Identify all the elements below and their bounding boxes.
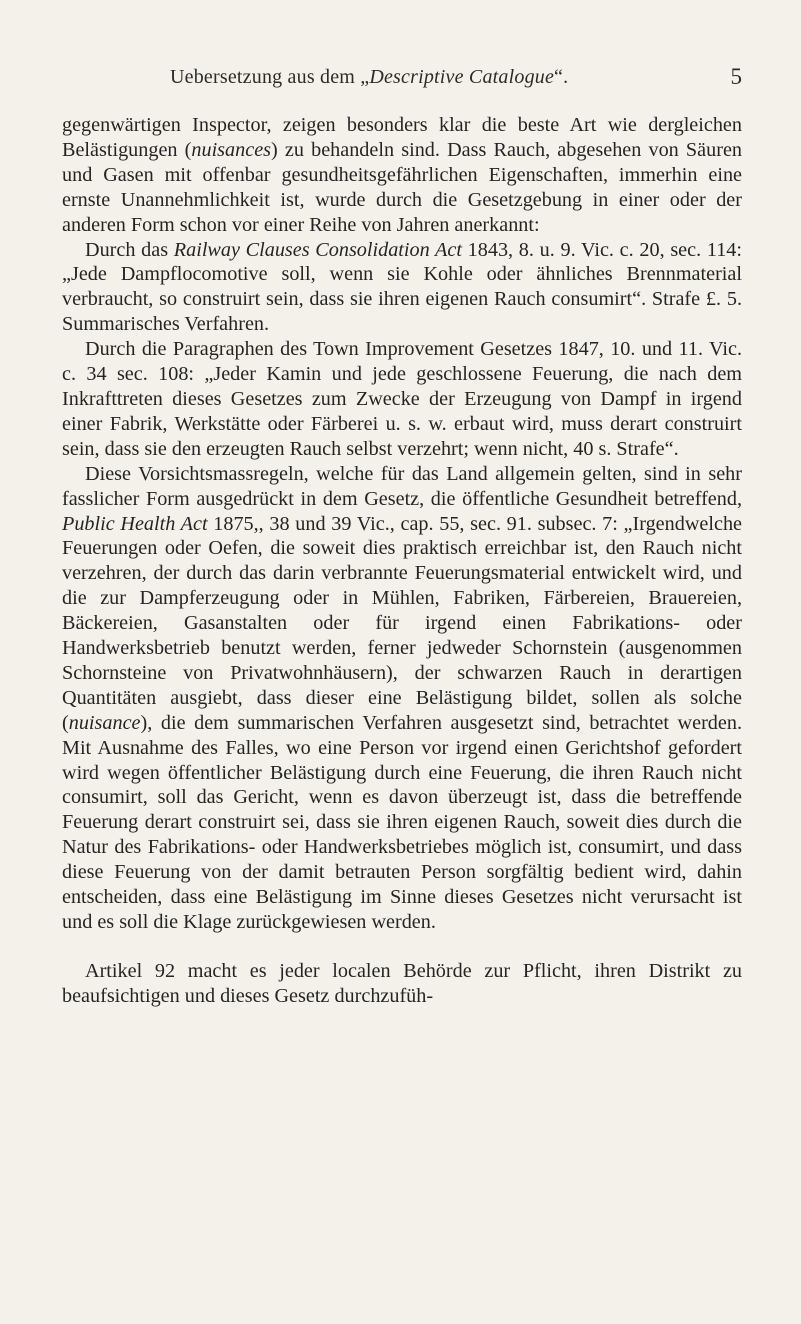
running-head: [62, 66, 742, 96]
running-title-prefix: Uebersetzung aus dem „: [170, 66, 370, 88]
paragraph-5-text-a: Artikel 92 macht es jeder localen Behörde zur Pflicht, ihren Distrikt zu beaufsichtigen und dieses Gesetz durchzufüh-: [62, 959, 742, 1007]
running-title: [170, 66, 568, 89]
body-text: [62, 113, 742, 1009]
paragraph-1-italic-a: nuisances: [191, 138, 272, 161]
running-title-italic: Descriptive Catalogue: [369, 66, 555, 88]
paragraph-3-text-a: Durch die Paragraphen des Town Improvement Gesetzes 1847, 10. und 11. Vic. c. 34 sec. 108: „Jeder Kamin und jede geschlossene Feuerung, die nach dem Inkrafttreten dieses Gesetzes zum Zwecke der Erzeugung von Dampf in irgend einer Fabrik, Werkstätte oder Färberei u. s. w. erbaut wird, muss derart construirt sein, dass sie den erzeugten Rauch selbst verzehrt; wenn nicht, 40 s. Strafe“.: [62, 338, 742, 460]
paragraph-4-text-a: Diese Vorsichtsmassregeln, welche für das Land allgemein gelten, sind in sehr fasslicher Form ausgedrückt in dem Gesetz, die öffentliche Gesundheit betreffend,: [62, 462, 742, 510]
paragraph-2: [62, 238, 742, 338]
paragraph-2-italic-a: Railway Clauses Consolidation Act: [173, 238, 462, 261]
running-title-suffix: “.: [554, 66, 569, 88]
paragraph-2-text-a: Durch das: [85, 238, 174, 261]
paragraph-4-text-c: ), die dem summarischen Verfahren ausgesetzt sind, betrachtet werden. Mit Ausnahme des Falles, wo eine Person vor irgend einen Gerichtshof gefordert wird wegen öffentlicher Belästigung durch eine Feuerung, die ihren Rauch nicht consumirt, soll das Gericht, wenn es davon überzeugt ist, dass die betreffende Feuerung derart construirt sei, dass sie ihren eigenen Rauch, soweit dies durch die Natur des Fabrikations- oder Handwerksbetriebes möglich ist, consumirt, und dass diese Feuerung von der damit betrauten Person sorgfältig bedient wird, dahin entscheiden, dass eine Belästigung im Sinne dieses Gesetzes nicht verursacht ist und es soll die Klage zurückgewiesen werden.: [62, 711, 742, 933]
paragraph-4-italic-a: Public Health Act: [62, 512, 208, 535]
page-number: 5: [730, 64, 742, 89]
paragraph-3: [62, 337, 742, 462]
paragraph-5: [62, 959, 742, 1009]
paragraph-1-text-a: gegenwärtigen Inspector, zeigen besonders klar die beste Art wie dergleichen Belästigungen (: [62, 114, 742, 161]
paragraph-4-text-b: 1875,, 38 und 39 Vic., cap. 55, sec. 91. subsec. 7: „Irgendwelche Feuerungen oder Oefen, die soweit dies praktisch erreichbar ist, den Rauch nicht verzehren, der durch das darin verbrannte Feuerungsmaterial entwickelt wird, und die zur Dampferzeugung oder in Mühlen, Fabriken, Färbereien, Brauereien, Bäckereien, Gasanstalten oder für irgend einen Fabrikations- oder Handwerksbetrieb benutzt werden, ferner jedweder Schornstein (ausgenommen Schornsteine von Privatwohnhäusern), der schwarzen Rauch in derartigen Quantitäten ausgiebt, dass dieser eine Belästigung bildet, sollen als solche (: [62, 512, 742, 734]
paragraph-4: [62, 462, 742, 935]
paragraph-1: [62, 113, 742, 238]
paragraph-1-text-b: ) zu behandeln sind. Dass Rauch, abgesehen von Säuren und Gasen mit offenbar gesundheitsgefährlichen Eigenschaften, immerhin eine ernste Unannehmlichkeit ist, wurde durch die Gesetzgebung in einer oder der anderen Form schon vor einer Reihe von Jahren anerkannt:: [62, 138, 742, 236]
paragraph-2-text-b: 1843, 8. u. 9. Vic. c. 20, sec. 114: „Jede Dampflocomotive soll, wenn sie Kohle oder ähnliches Brennmaterial verbraucht, so construirt sein, dass sie ihren eigenen Rauch consumirt“. Strafe £. 5. Summarisches Verfahren.: [62, 238, 742, 336]
paragraph-4-italic-b: nuisance: [68, 711, 141, 734]
